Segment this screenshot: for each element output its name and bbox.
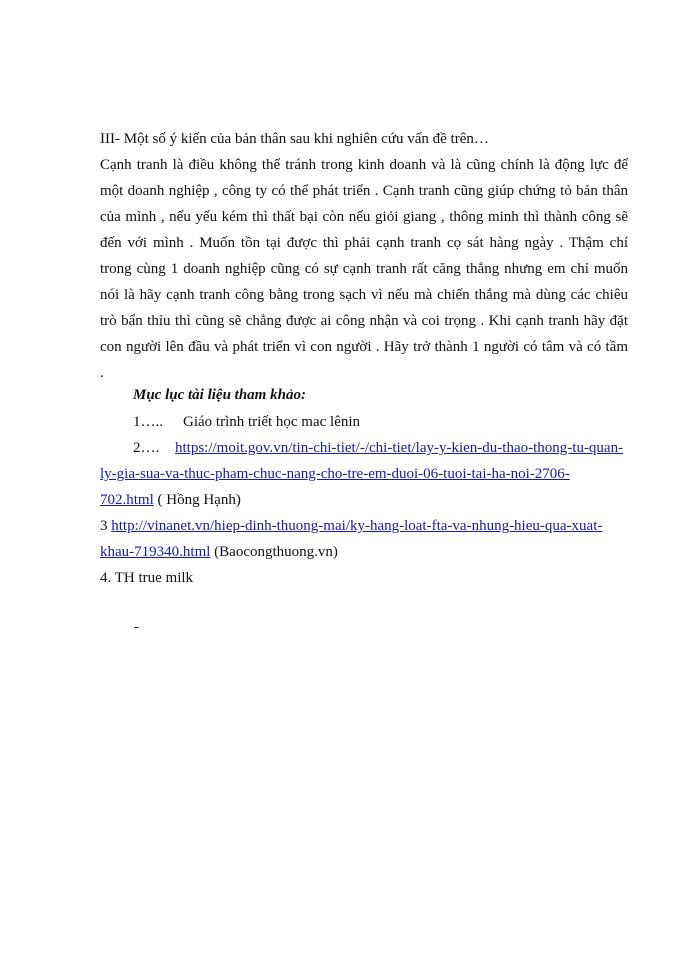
reference-item-1 bbox=[133, 413, 360, 431]
reference-source: (Baocongthuong.vn) bbox=[210, 544, 338, 560]
paragraph-line: Cạnh tranh là điều không thể tránh trong kinh doanh và là cũng chính là động lực để bbox=[100, 157, 628, 173]
reference-item-2 bbox=[133, 439, 623, 457]
reference-link[interactable]: ly-gia-sua-va-thuc-pham-chuc-nang-cho-tre-em-duoi-06-tuoi-tai-ha-noi-2706- bbox=[100, 466, 570, 482]
paragraph-line: một doanh nghiệp , công ty có thể phát triển . Cạnh tranh cũng giúp chứng tỏ bản thân bbox=[100, 183, 628, 199]
references-title: Mục lục tài liệu tham khảo: bbox=[133, 387, 306, 403]
paragraph-line: nói là hãy cạnh tranh công bằng trong sạch vì nếu mà chiến thắng mà dùng các chiêu bbox=[100, 287, 628, 303]
reference-link-continuation bbox=[100, 491, 241, 509]
paragraph-trailing-mark: . bbox=[100, 365, 104, 381]
reference-number: 1….. bbox=[133, 414, 163, 430]
reference-number: 2…. bbox=[133, 440, 160, 456]
section-heading: III- Một số ý kiến của bản thân sau khi nghiên cứu vấn đề trên… bbox=[100, 131, 489, 147]
reference-link[interactable]: khau-719340.html bbox=[100, 544, 211, 560]
reference-link[interactable]: https://moit.gov.vn/tin-chi-tiet/-/chi-tiet/lay-y-kien-du-thao-thong-tu-quan- bbox=[175, 440, 624, 456]
paragraph-line: của mình , nếu yếu kém thì thất bại còn nếu giỏi giang , thông minh thì thành công sẽ bbox=[100, 209, 628, 225]
reference-text: Giáo trình triết học mac lênin bbox=[183, 414, 361, 430]
paragraph-line: con người lên đầu và phát triển vì con người . Hãy trở thành 1 người có tâm và có tầm bbox=[100, 339, 628, 355]
reference-item-4: 4. TH true milk bbox=[100, 570, 194, 586]
reference-link-continuation bbox=[100, 465, 570, 483]
trailing-dash: - bbox=[134, 619, 139, 635]
reference-source: ( Hồng Hạnh) bbox=[153, 492, 241, 508]
paragraph-line: đến với mình . Muốn tồn tại được thì phải cạnh tranh cọ sát hàng ngày . Thậm chí bbox=[100, 235, 628, 251]
reference-number: 3 bbox=[100, 518, 112, 534]
reference-link-continuation bbox=[100, 543, 338, 561]
reference-link[interactable]: http://vinanet.vn/hiep-dinh-thuong-mai/ky-hang-loat-fta-va-nhung-hieu-qua-xuat- bbox=[111, 518, 603, 534]
paragraph-line: trong cùng 1 doanh nghiệp cũng có sự cạnh tranh rất căng thẳng nhưng em chỉ muốn bbox=[100, 261, 628, 277]
reference-link[interactable]: 702.html bbox=[100, 492, 154, 508]
reference-item-3 bbox=[100, 517, 602, 535]
paragraph-line: trò bẩn thỉu thì cũng sẽ chẳng được ai công nhận và coi trọng . Khi cạnh tranh hãy đặt bbox=[100, 313, 628, 329]
